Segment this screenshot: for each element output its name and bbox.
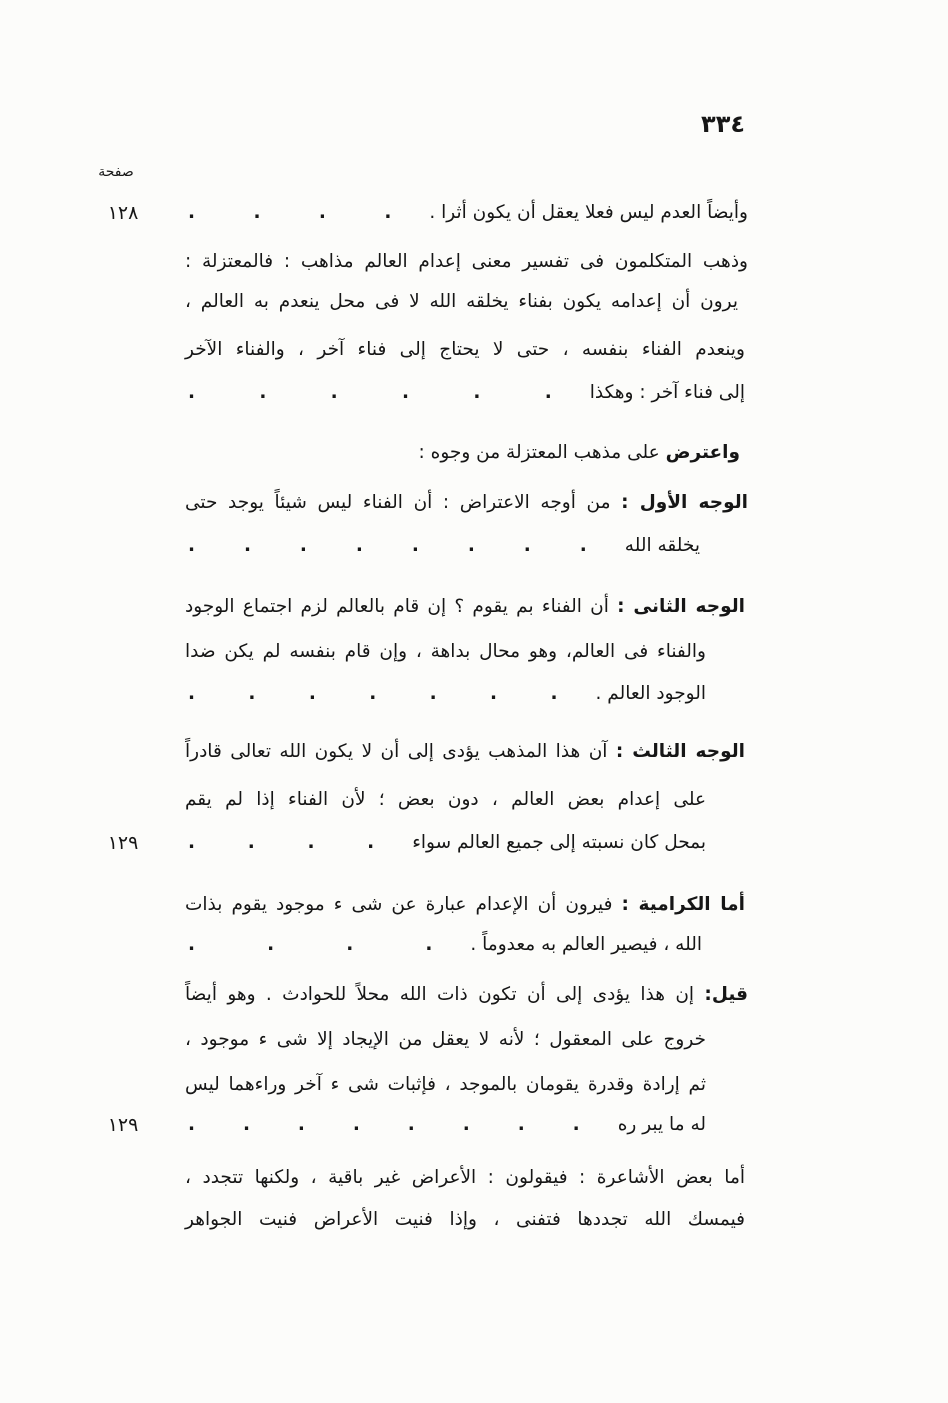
text-line [185,778,706,822]
text-line [188,923,702,967]
line-text: الوجود العالم . [595,683,706,704]
line-text: من أوجه الاعتراض : أن الفناء ليس شيئاً يوجد حتى [185,492,611,513]
line-text: فيرون أن الإعدام عبارة عن شى ء موجود يقوم بذات [185,894,613,915]
line-text: على إعدام بعض العالم ، دون بعض ؛ لأن الفناء إذا لم يقم [185,789,706,810]
text-line [185,280,738,324]
page-column-header: صفحة [98,164,134,180]
dot-leader: . . . . . . . . [188,1114,580,1135]
line-text: له ما يبر ره [617,1114,706,1135]
dot-leader: . . . . . . [188,382,552,403]
text-line [185,1018,706,1062]
text-line [185,1156,745,1200]
text-line [188,672,706,716]
line-text: بمحل كان نسبته إلى جميع العالم سواء [412,832,706,853]
line-text: وذهب المتكلمون فى تفسير معنى إعدام العالم مذاهب : فالمعتزلة : [185,251,748,272]
text-line [185,973,748,1017]
line-lead-bold: الوجه الأول : [621,492,748,513]
line-text: وأيضاً العدم ليس فعلا يعقل أن يكون أثرا . [429,202,748,223]
text-line [185,1063,706,1107]
text-line [185,240,748,284]
line-lead-bold: الوجه الثالث : [615,741,745,762]
text-line [188,1103,706,1147]
text-line [185,431,740,475]
line-text: ثم إرادة وقدرة يقومان بالموجد ، فإثبات شى ء آخر وراءهما ليس [185,1074,706,1095]
line-text: إن هذا يؤدى إلى أن تكون ذات الله محلاً للحوادث . وهو أيضاً [185,984,695,1005]
page-number: ٣٣٤ [701,110,745,138]
line-lead-bold: أما الكرامية : [621,894,745,915]
line-lead-bold: قيل: [704,984,748,1005]
text-line [185,730,745,774]
text-line [188,524,700,568]
text-line [188,191,748,235]
page-reference: ١٢٨ [107,202,139,224]
dot-leader: . . . . . . . [188,683,558,704]
line-text: على مذهب المعتزلة من وجوه : [418,442,660,463]
text-line [188,371,745,415]
dot-leader: . . . . [188,934,433,955]
page-reference: ١٢٩ [107,832,139,854]
line-text: أما بعض الأشاعرة : فيقولون : الأعراض غير باقية ، ولكنها تتجدد ، [185,1167,745,1188]
dot-leader: . . . . [188,202,392,223]
line-text: خروج على المعقول ؛ لأنه لا يعقل من الإيجاد إلا شى ء موجود ، [185,1029,706,1050]
text-line [185,481,748,525]
line-text: آن هذا المذهب يؤدى إلى أن لا يكون الله تعالى قادراً [185,741,608,762]
line-text: إلى فناء آخر : وهكذا [589,382,745,403]
text-line [185,585,745,629]
line-lead-bold: واعترض [665,442,740,463]
dot-leader: . . . . [188,832,375,853]
line-text: يرون أن إعدامه يكون بفناء يخلقه الله لا فى محل ينعدم به العالم ، [185,291,738,312]
text-line [188,821,706,865]
line-text: يخلقه الله [624,535,700,556]
text-line [185,1198,745,1242]
text-line [185,630,706,674]
page-reference: ١٢٩ [107,1114,139,1136]
line-text: فيمسك الله تجددها فتفنى ، وإذا فنيت الأعراض فنيت الجواهر [185,1209,745,1230]
text-line [185,328,745,372]
line-text: والفناء فى العالم، وهو محال بداهة ، وإن قام بنفسه لم يكن ضدا [185,641,706,662]
line-text: الله ، فيصير العالم به معدوماً . [470,934,702,955]
line-text: أن الفناء بم يقوم ؟ إن قام بالعالم لزم اجتماع الوجود [185,596,609,617]
line-lead-bold: الوجه الثانى : [617,596,745,617]
text-line [185,883,745,927]
line-text: وينعدم الفناء بنفسه ، حتى لا يحتاج إلى فناء آخر ، والفناء الآخر [185,339,745,360]
dot-leader: . . . . . . . . [188,535,587,556]
